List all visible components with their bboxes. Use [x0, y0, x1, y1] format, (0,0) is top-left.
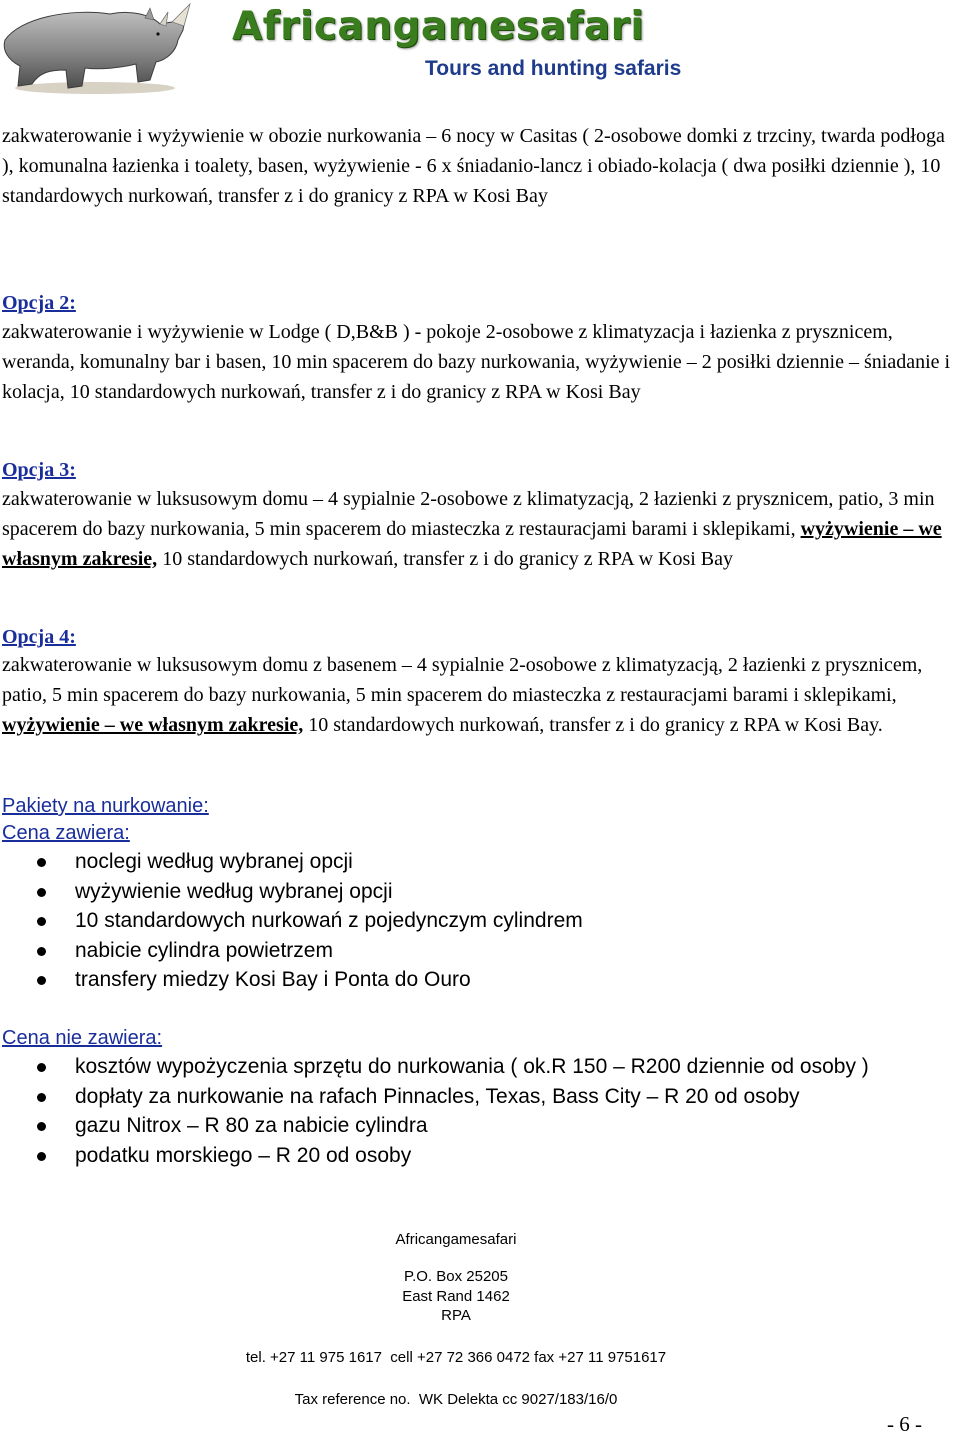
bullet-icon: [37, 1063, 46, 1072]
bullet-icon: [37, 1122, 46, 1131]
list-item: [0, 936, 950, 966]
page-number: - 6 -: [887, 1412, 922, 1436]
bullet-icon: [37, 1152, 46, 1161]
option-2-text: zakwaterowanie i wyżywienie w Lodge ( D,B&B ) - pokoje 2-osobowe z klimatyzacja i łazienka z prysznicem, weranda, komunalny bar i basen, 10 min spacerem do bazy nurkowania, wyżywienie – 2 posiłki dziennie – śniadanie i kolacja, 10 standardowych nurkowań, transfer z i do granicy z RPA w Kosi Bay: [2, 321, 951, 403]
list-item: [0, 1082, 920, 1112]
bullet-icon: [37, 888, 46, 897]
option-1-text: zakwaterowanie i wyżywienie w obozie nurkowania – 6 nocy w Casitas ( 2-osobowe domki z trzciny, twarda podłoga ), komunalna łazienka i toalety, basen, wyżywienie - 6 x śniadanio-lancz i obiado-kolacja ( dwa posiłki dziennie ), 10 standardowych nurkowań, transfer z i do granicy z RPA w Kosi Bay: [2, 125, 945, 207]
option-3-heading: Opcja 3:: [2, 459, 76, 481]
option-4-emphasis: wyżywienie – we własnym zakresie,: [2, 714, 304, 736]
list-item-label: dopłaty za nurkowanie na rafach Pinnacles, Texas, Bass City – R 20 od osoby: [75, 1084, 800, 1108]
bullet-icon: [37, 858, 46, 867]
footer-city: East Rand 1462: [402, 1288, 510, 1305]
option-3-text-before: zakwaterowanie w luksusowym domu – 4 sypialnie 2-osobowe z klimatyzacją, 2 łazienki z prysznicem, patio, 3 min spacerem do bazy nurkowania, 5 min spacerem do miasteczka z restauracjami barami i sklepikami,: [2, 488, 935, 540]
list-item-label: nabicie cylindra powietrzem: [75, 938, 333, 962]
bullet-icon: [37, 976, 46, 985]
list-item-label: noclegi według wybranej opcji: [75, 850, 353, 873]
footer-contact: tel. +27 11 975 1617 cell +27 72 366 0472 fax +27 11 9751617: [245, 1349, 667, 1366]
option-3-emphasis: wyżywienie – we własnym zakresie,: [2, 518, 942, 570]
list-item-label: gazu Nitrox – R 80 za nabicie cylindra: [75, 1114, 428, 1137]
brand-tagline: Tours and hunting safaris: [425, 57, 682, 80]
list-item: [0, 906, 950, 936]
footer-company: Africangamesafari: [395, 1231, 517, 1248]
option-4-text: [2, 650, 958, 740]
list-item-label: transfery miedzy Kosi Bay i Ponta do Ouro: [75, 968, 471, 991]
list-item: [0, 1052, 920, 1082]
option-4-heading: Opcja 4:: [2, 626, 76, 648]
brand-name: Africangamesafari: [232, 4, 645, 49]
bullet-icon: [37, 917, 46, 926]
list-item: [0, 1141, 920, 1171]
list-item: [0, 877, 950, 907]
footer-country: RPA: [441, 1307, 471, 1324]
option-3-text-after: 10 standardowych nurkowań, transfer z i do granicy z RPA w Kosi Bay: [157, 548, 734, 570]
excludes-heading: Cena nie zawiera:: [2, 1027, 163, 1049]
rhino-icon: [0, 0, 195, 95]
header-logo: [0, 0, 960, 95]
option-3-text: [2, 484, 958, 574]
list-item-label: kosztów wypożyczenia sprzętu do nurkowania ( ok.R 150 – R200 dziennie od osoby ): [75, 1055, 869, 1078]
packages-heading: Pakiety na nurkowanie:: [2, 795, 209, 817]
bullet-icon: [37, 1093, 46, 1102]
list-item-label: 10 standardowych nurkowań z pojedynczym cylindrem: [75, 909, 583, 932]
list-item: [0, 847, 950, 877]
list-item-label: wyżywienie według wybranej opcji: [75, 879, 393, 903]
list-item-label: podatku morskiego – R 20 od osoby: [75, 1143, 412, 1167]
option-4-text-after: 10 standardowych nurkowań, transfer z i do granicy z RPA w Kosi Bay.: [303, 714, 883, 736]
includes-heading: Cena zawiera:: [2, 822, 130, 844]
bullet-icon: [37, 947, 46, 956]
excludes-list: [0, 1052, 920, 1170]
footer-box: P.O. Box 25205: [404, 1268, 508, 1285]
includes-list: [0, 847, 950, 995]
option-2-heading: Opcja 2:: [2, 292, 76, 314]
list-item: [0, 965, 950, 995]
footer-tax: Tax reference no. WK Delekta cc 9027/183/16/0: [294, 1391, 618, 1408]
list-item: [0, 1111, 920, 1141]
option-4-text-before: zakwaterowanie w luksusowym domu z basenem – 4 sypialnie 2-osobowe z klimatyzacją, 2 łazienki z prysznicem, patio, 5 min spacerem do bazy nurkowania, 5 min spacerem do miasteczka z restauracjami barami i sklepikami,: [2, 654, 923, 706]
